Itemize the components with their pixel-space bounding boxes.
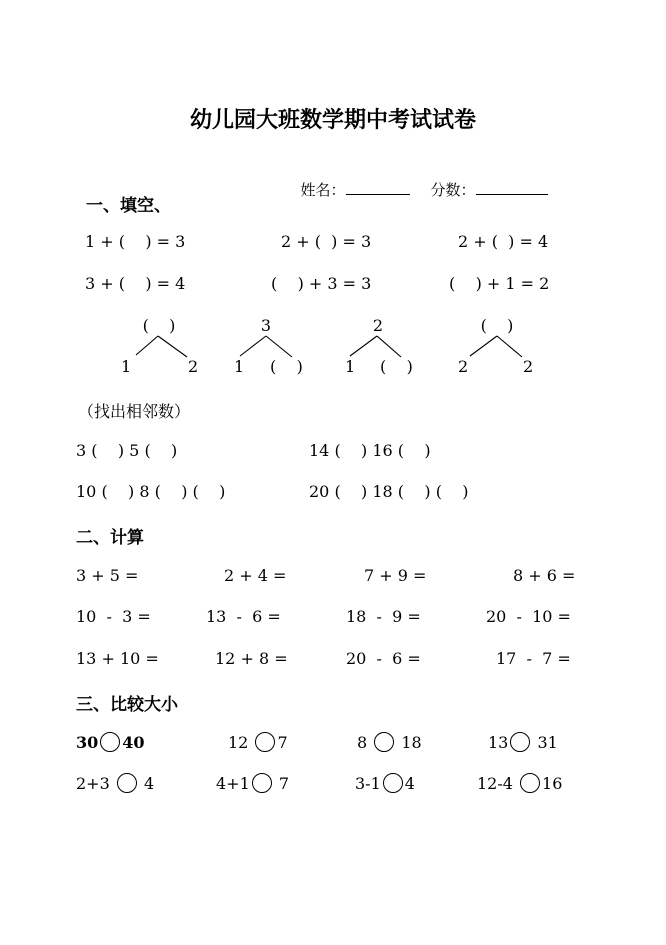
calc-cell: 17 - 7 = [496,649,571,668]
neighbors-label: （找出相邻数） [78,402,191,421]
tree-leaf-left: 1 [234,357,245,376]
tree-line [350,336,377,356]
compare-right: 4 [143,774,155,793]
compare-right: 40 [122,733,145,752]
calc-cell: 13 + 10 = [76,649,159,668]
compare-left: 12 [228,733,249,752]
tree-leaf-right: 2 [523,357,534,376]
compare-left: 13 [488,733,509,752]
neighbors-cell: 20 ( ) 18 ( ) ( ) [309,482,469,501]
compare-left: 4+1 [216,774,250,793]
tree-leaf-right: 2 [188,357,199,376]
compare-circle[interactable] [520,773,540,793]
fill-cell: ( ) + 1 = 2 [449,274,550,293]
tree-top: ( ) [480,316,514,335]
tree-leaf-right: ( ) [270,357,303,376]
compare-circle[interactable] [374,732,394,752]
tree-leaf-right: ( ) [380,357,413,376]
fill-cell: 3 + ( ) = 4 [85,274,186,293]
tree-line [377,336,401,357]
score-label: 分数： [430,181,476,199]
neighbors-cell: 10 ( ) 8 ( ) ( ) [76,482,226,501]
compare-item [477,773,562,793]
compare-circle[interactable] [255,732,275,752]
compare-item [357,732,422,752]
fill-cell: 2 + ( ) = 3 [281,232,372,251]
neighbors-cell: 3 ( ) 5 ( ) [76,441,178,460]
tree-line [497,336,522,357]
section-fill-heading: 一、填空、 [86,196,171,216]
compare-item [76,732,145,752]
compare-item [216,773,289,793]
compare-right: 7 [278,774,290,793]
compare-circle[interactable] [100,732,120,752]
tree-line [158,336,187,357]
calc-cell: 20 - 10 = [486,607,571,626]
page-title: 幼儿园大班数学期中考试试卷 [189,107,476,133]
fill-cell: 2 + ( ) = 4 [458,232,549,251]
calc-cell: 2 + 4 = [224,566,287,585]
compare-item [355,773,415,793]
section-compare-heading: 三、比较大小 [76,695,178,715]
compare-right: 16 [542,774,563,793]
compare-left: 12-4 [477,774,513,793]
calc-cell: 20 - 6 = [346,649,421,668]
compare-left: 8 [357,733,368,752]
compare-item [488,732,558,752]
compare-item [228,732,288,752]
compare-left: 2+3 [76,774,110,793]
neighbors-cell: 14 ( ) 16 ( ) [309,441,431,460]
calc-cell: 10 - 3 = [76,607,151,626]
tree-leaf-left: 1 [121,357,132,376]
name-label: 姓名： [300,181,346,199]
calc-cell: 18 - 9 = [346,607,421,626]
tree-line [470,336,497,356]
tree-line [240,336,266,356]
calc-cell: 3 + 5 = [76,566,139,585]
compare-right: 31 [537,733,558,752]
calc-cell: 7 + 9 = [364,566,427,585]
compare-right: 18 [401,733,422,752]
compare-circle[interactable] [383,773,403,793]
compare-circle[interactable] [510,732,530,752]
compare-right: 7 [277,733,288,752]
compare-circle[interactable] [252,773,272,793]
tree-line [266,336,292,357]
tree-top: 2 [372,316,384,335]
tree-top: ( ) [142,316,176,335]
section-calc-heading: 二、计算 [76,528,144,548]
tree-top: 3 [260,316,272,335]
tree-line [136,336,158,355]
compare-item [76,773,154,793]
compare-left: 3-1 [355,774,381,793]
calc-cell: 13 - 6 = [206,607,281,626]
tree-leaf-left: 1 [345,357,356,376]
compare-left: 30 [76,733,99,752]
compare-circle[interactable] [117,773,137,793]
compare-right: 4 [404,774,415,793]
fill-cell: ( ) + 3 = 3 [271,274,372,293]
calc-cell: 12 + 8 = [215,649,288,668]
tree-leaf-left: 2 [458,357,469,376]
calc-cell: 8 + 6 = [513,566,576,585]
fill-cell: 1 + ( ) = 3 [85,232,186,251]
